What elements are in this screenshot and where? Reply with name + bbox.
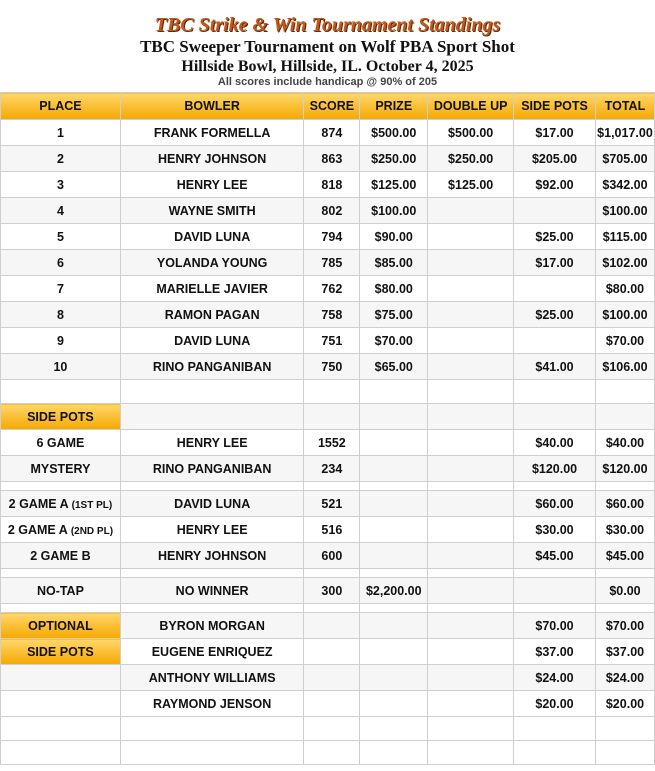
double-up xyxy=(428,250,514,276)
table-row xyxy=(1,146,655,172)
side-pots: $25.00 xyxy=(514,302,596,328)
score: 794 xyxy=(304,224,360,250)
side-pots: $25.00 xyxy=(514,224,596,250)
bowler: HENRY LEE xyxy=(120,517,304,543)
header-row xyxy=(1,93,655,120)
score: 818 xyxy=(304,172,360,198)
table-row xyxy=(1,120,655,146)
blank-row xyxy=(1,741,655,765)
total: $102.00 xyxy=(595,250,654,276)
total: $70.00 xyxy=(595,613,654,639)
pot-label: 2 GAME B xyxy=(1,543,121,569)
bowler: RINO PANGANIBAN xyxy=(120,354,304,380)
pot-label: 6 GAME xyxy=(1,430,121,456)
bowler: WAYNE SMITH xyxy=(120,198,304,224)
total: $106.00 xyxy=(595,354,654,380)
side-pots: $41.00 xyxy=(514,354,596,380)
prize: $100.00 xyxy=(360,198,428,224)
optional-side-pots-label: SIDE POTS xyxy=(1,639,121,665)
total: $37.00 xyxy=(595,639,654,665)
place: 1 xyxy=(1,120,121,146)
side-pots: $24.00 xyxy=(514,665,596,691)
bowler: HENRY LEE xyxy=(120,430,304,456)
score: 785 xyxy=(304,250,360,276)
side-pots: $30.00 xyxy=(514,517,596,543)
total: $60.00 xyxy=(595,491,654,517)
total: $30.00 xyxy=(595,517,654,543)
total: $100.00 xyxy=(595,302,654,328)
side-pots-label: SIDE POTS xyxy=(1,404,121,430)
total: $40.00 xyxy=(595,430,654,456)
score: 516 xyxy=(304,517,360,543)
side-pots: $60.00 xyxy=(514,491,596,517)
place: 5 xyxy=(1,224,121,250)
pot-label: 2 GAME A (2ND PL) xyxy=(1,517,121,543)
spacer-row xyxy=(1,604,655,613)
col-double-up-header: DOUBLE UP xyxy=(428,93,514,120)
side-pots: $205.00 xyxy=(514,146,596,172)
bowler: BYRON MORGAN xyxy=(120,613,304,639)
col-side-pots-header: SIDE POTS xyxy=(514,93,596,120)
side-pot-row xyxy=(1,578,655,604)
bowler: NO WINNER xyxy=(120,578,304,604)
prize: $2,200.00 xyxy=(360,578,428,604)
score: 1552 xyxy=(304,430,360,456)
side-pot-row xyxy=(1,430,655,456)
pot-label: NO-TAP xyxy=(1,578,121,604)
double-up xyxy=(428,224,514,250)
prize: $250.00 xyxy=(360,146,428,172)
side-pots: $20.00 xyxy=(514,691,596,717)
total: $100.00 xyxy=(595,198,654,224)
side-pots xyxy=(514,276,596,302)
bowler: RAYMOND JENSON xyxy=(120,691,304,717)
place: 4 xyxy=(1,198,121,224)
double-up: $250.00 xyxy=(428,146,514,172)
prize: $80.00 xyxy=(360,276,428,302)
prize: $70.00 xyxy=(360,328,428,354)
score: 521 xyxy=(304,491,360,517)
optional-row xyxy=(1,639,655,665)
score: 863 xyxy=(304,146,360,172)
double-up: $125.00 xyxy=(428,172,514,198)
col-bowler-header: BOWLER xyxy=(120,93,304,120)
place: 8 xyxy=(1,302,121,328)
side-pot-row xyxy=(1,543,655,569)
score: 300 xyxy=(304,578,360,604)
table-row xyxy=(1,302,655,328)
bowler: RAMON PAGAN xyxy=(120,302,304,328)
total: $705.00 xyxy=(595,146,654,172)
total: $45.00 xyxy=(595,543,654,569)
table-row xyxy=(1,328,655,354)
page-subtitle: TBC Sweeper Tournament on Wolf PBA Sport Shot xyxy=(140,37,515,56)
side-pot-row xyxy=(1,517,655,543)
total: $70.00 xyxy=(595,328,654,354)
score: 751 xyxy=(304,328,360,354)
double-up xyxy=(428,354,514,380)
score: 874 xyxy=(304,120,360,146)
total: $1,017.00 xyxy=(595,120,654,146)
side-pots: $17.00 xyxy=(514,120,596,146)
handicap-note: All scores include handicap @ 90% of 205 xyxy=(217,76,438,88)
table-row xyxy=(1,276,655,302)
side-pot-row xyxy=(1,491,655,517)
total: $120.00 xyxy=(595,456,654,482)
total: $24.00 xyxy=(595,665,654,691)
prize: $500.00 xyxy=(360,120,428,146)
col-score-header: SCORE xyxy=(304,93,360,120)
optional-row xyxy=(1,691,655,717)
location-date: Hillside Bowl, Hillside, IL. October 4, 2025 xyxy=(181,58,474,75)
total: $115.00 xyxy=(595,224,654,250)
spacer-row xyxy=(1,569,655,578)
double-up xyxy=(428,328,514,354)
side-pots: $40.00 xyxy=(514,430,596,456)
side-pots: $37.00 xyxy=(514,639,596,665)
total: $80.00 xyxy=(595,276,654,302)
optional-row xyxy=(1,613,655,639)
bowler: YOLANDA YOUNG xyxy=(120,250,304,276)
place: 7 xyxy=(1,276,121,302)
score: 234 xyxy=(304,456,360,482)
optional-row xyxy=(1,665,655,691)
prize: $65.00 xyxy=(360,354,428,380)
place: 3 xyxy=(1,172,121,198)
place: 6 xyxy=(1,250,121,276)
prize: $85.00 xyxy=(360,250,428,276)
col-total-header: TOTAL xyxy=(595,93,654,120)
double-up xyxy=(428,198,514,224)
standings-table xyxy=(0,92,655,765)
double-up xyxy=(428,276,514,302)
bowler: HENRY LEE xyxy=(120,172,304,198)
total: $342.00 xyxy=(595,172,654,198)
table-row xyxy=(1,224,655,250)
prize: $75.00 xyxy=(360,302,428,328)
score: 762 xyxy=(304,276,360,302)
optional-label: OPTIONAL xyxy=(1,613,121,639)
table-row xyxy=(1,250,655,276)
double-up xyxy=(428,302,514,328)
bowler: RINO PANGANIBAN xyxy=(120,456,304,482)
score: 758 xyxy=(304,302,360,328)
prize: $90.00 xyxy=(360,224,428,250)
side-pots-header-row xyxy=(1,404,655,430)
side-pots: $70.00 xyxy=(514,613,596,639)
place: 10 xyxy=(1,354,121,380)
spacer-row xyxy=(1,482,655,491)
score: 600 xyxy=(304,543,360,569)
pot-label: MYSTERY xyxy=(1,456,121,482)
side-pots xyxy=(514,328,596,354)
bowler: MARIELLE JAVIER xyxy=(120,276,304,302)
side-pots: $17.00 xyxy=(514,250,596,276)
blank-row xyxy=(1,717,655,741)
table-row xyxy=(1,172,655,198)
total: $20.00 xyxy=(595,691,654,717)
table-row xyxy=(1,198,655,224)
prize: $125.00 xyxy=(360,172,428,198)
double-up: $500.00 xyxy=(428,120,514,146)
score: 750 xyxy=(304,354,360,380)
side-pots: $45.00 xyxy=(514,543,596,569)
bowler: DAVID LUNA xyxy=(120,491,304,517)
side-pot-row xyxy=(1,456,655,482)
bowler: HENRY JOHNSON xyxy=(120,543,304,569)
side-pots: $120.00 xyxy=(514,456,596,482)
place: 2 xyxy=(1,146,121,172)
bowler: FRANK FORMELLA xyxy=(120,120,304,146)
col-place-header: PLACE xyxy=(1,93,121,120)
bowler: DAVID LUNA xyxy=(120,224,304,250)
table-row xyxy=(1,354,655,380)
score: 802 xyxy=(304,198,360,224)
page-title: TBC Strike & Win Tournament Standings xyxy=(154,14,501,36)
place: 9 xyxy=(1,328,121,354)
col-prize-header: PRIZE xyxy=(360,93,428,120)
bowler: EUGENE ENRIQUEZ xyxy=(120,639,304,665)
bowler: ANTHONY WILLIAMS xyxy=(120,665,304,691)
blank-row xyxy=(1,380,655,404)
side-pots: $92.00 xyxy=(514,172,596,198)
bowler: HENRY JOHNSON xyxy=(120,146,304,172)
total: $0.00 xyxy=(595,578,654,604)
side-pots xyxy=(514,198,596,224)
pot-label: 2 GAME A (1ST PL) xyxy=(1,491,121,517)
bowler: DAVID LUNA xyxy=(120,328,304,354)
